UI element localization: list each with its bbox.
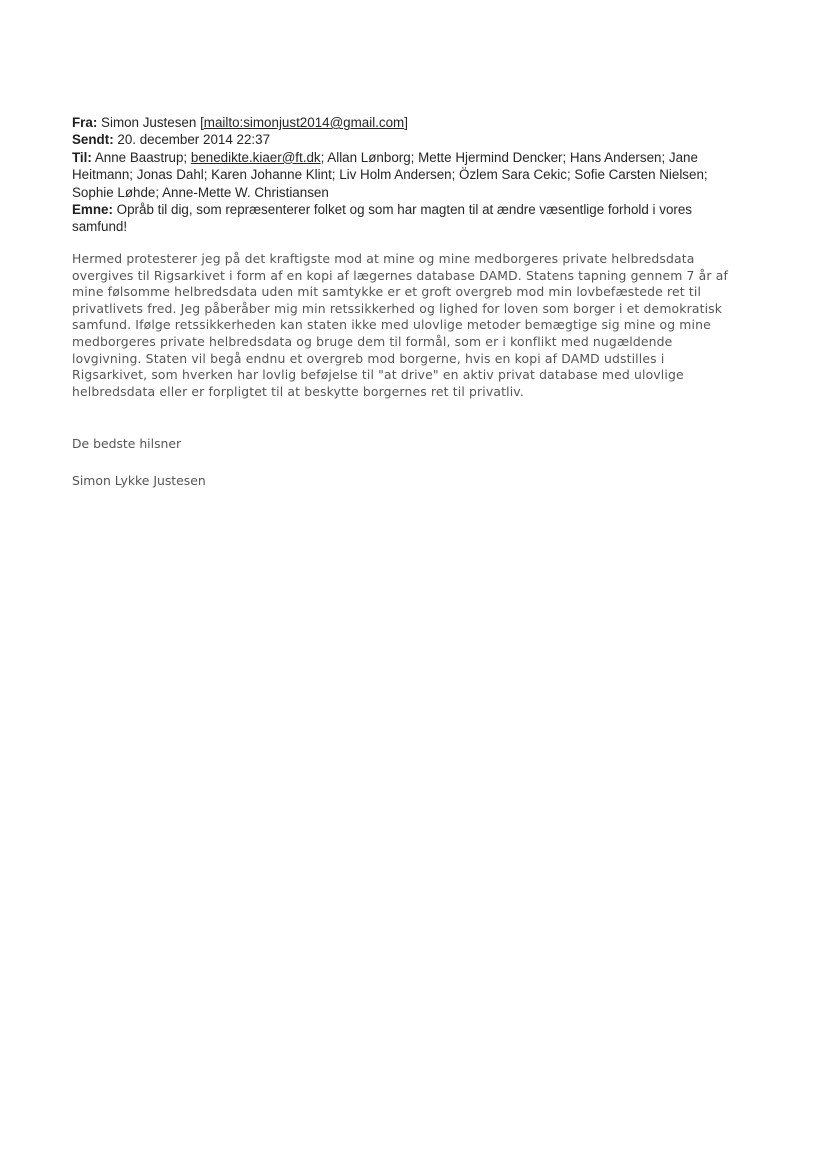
from-mailto-link[interactable]: mailto:simonjust2014@gmail.com	[203, 115, 405, 130]
sent-line	[72, 131, 732, 148]
subject-text: Opråb til dig, som repræsenterer folket og som har magten til at ændre væsentlige forhold i vores samfund!	[72, 202, 692, 235]
letter-body	[72, 251, 732, 400]
from-label: Fra:	[72, 115, 98, 130]
to-first-recipient: Anne Baastrup;	[94, 149, 188, 165]
from-name: Simon Justesen	[101, 115, 197, 130]
from-bracket-close: ]	[404, 115, 408, 130]
sent-date: 20. december 2014 22:37	[117, 132, 271, 148]
body-paragraph: Hermed protesterer jeg på det kraftigste mod at mine og mine medborgeres private helbredsdata overgives til Rigsarkivet i form af en kopi af lægernes database DAMD. Statens tapning gennem 7 år af mine følsomme helbredsdata uden mit samtykke er et groft overgreb mod min lovbefæstede ret til privatlivets fred. Jeg påberåber mig min retssikkerhed og lighed for loven som borger i et demokratisk samfund. Ifølge retssikkerheden kan staten ikke med ulovlige metoder bemægtige sig mine og mine medborgeres private helbredsdata og bruge dem til formål, som er i konflikt med nugældende lovgivning. Staten vil begå endnu et overgreb mod borgerne, hvis en kopi af DAMD udstilles i Rigsarkivet, som hverken har lovlig beføjelse til "at drive" en aktiv privat database med ulovlige helbredsdata eller er forpligtet til at beskytte borgernes ret til privatliv.	[72, 251, 728, 399]
closing-greeting: De bedste hilsner	[72, 436, 182, 451]
from-line	[72, 114, 732, 131]
to-email-link[interactable]: benedikte.kiaer@ft.dk	[190, 149, 321, 165]
email-header	[72, 114, 732, 236]
sent-label: Sendt:	[72, 132, 114, 148]
to-line	[72, 149, 732, 201]
subject-line	[72, 201, 732, 236]
subject-label: Emne:	[72, 202, 113, 218]
to-label: Til:	[72, 149, 92, 165]
signature-name: Simon Lykke Justesen	[72, 473, 206, 488]
to-other-recipients: ; Allan Lønborg; Mette Hjermind Dencker; Hans Andersen; Jane Heitmann; Jonas Dahl; Karen Johanne Klint; Liv Holm Andersen; Özlem Sara Cekic; Sofie Carsten Nielsen; Sophie Løhde; Anne-Mette W. Christiansen	[72, 149, 708, 200]
from-bracket-open: [	[200, 115, 204, 130]
